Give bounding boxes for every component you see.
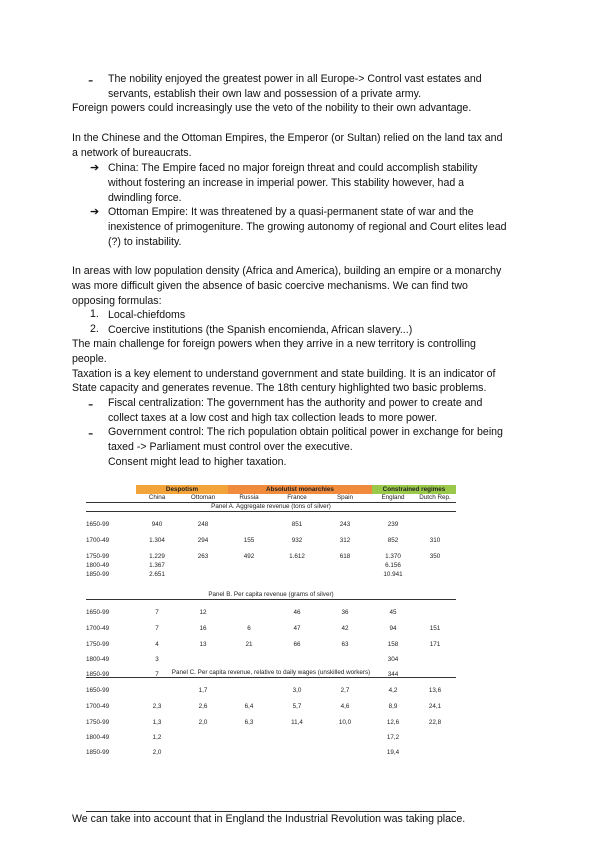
bullet-line: Ottoman Empire: It was threatened by a quasi-permanent state of war and the [108,206,474,218]
table-cell: 10,0 [338,719,352,726]
table-cell: 1.367 [149,562,165,569]
dash-marker: - [88,396,94,413]
table-cell: 151 [429,625,441,632]
table-cell: 6.156 [385,562,401,569]
row-year: 1700-49 [86,537,110,544]
table-cell: 2,0 [152,749,162,756]
table-cell: 22,8 [428,719,442,726]
revenue-table [86,485,456,815]
row-year: 1800-49 [86,656,110,663]
table-cell: 239 [387,521,399,528]
numbered-item [90,323,520,338]
panel-title: Panel B. Per capita revenue (grams of silver) [208,591,334,598]
table-cell: 171 [429,641,441,648]
bullet-line: The nobility enjoyed the greatest power in all Europe-> Control vast estates and [108,73,482,85]
group-header-despotism: Despotism [136,485,228,494]
table-cell: 6,3 [244,719,254,726]
table-cell: 1.612 [289,553,305,560]
table-cell: 12 [199,609,207,616]
table-cell: 7 [155,671,159,678]
table-cell: 1,7 [198,687,208,694]
numbered-text: Local-chiefdoms [108,309,186,321]
panel-title: Panel A. Aggregate revenue (tons of silver) [211,503,331,510]
bullet-line: taxed -> Parliament must control over the executive. [108,440,353,453]
dash-marker: - [88,72,94,89]
table-cell: 1,3 [152,719,162,726]
row-year: 1800-49 [86,734,110,741]
table-cell: 13,6 [428,687,442,694]
paragraph-line: opposing formulas: [72,294,162,307]
table-cell: 12,6 [386,719,400,726]
ottoman-bullet [90,205,528,249]
table-cell: 10.941 [383,571,403,578]
row-year: 1750-99 [86,641,110,648]
paragraph-line: Taxation is a key element to understand government and state building. It is an indicator of [72,367,496,380]
arrow-marker: ➔ [90,206,100,218]
table-cell: 6,4 [244,703,254,710]
table-cell: 294 [197,537,209,544]
bullet-line: dwindling force. [108,191,182,204]
column-header: Spain [336,494,354,501]
table-cell: 618 [339,553,351,560]
table-cell: 1.370 [385,553,401,560]
row-year: 1650-99 [86,609,110,616]
paragraph-line: people. [72,352,107,365]
table-cell: 94 [389,625,397,632]
paragraph-line: The main challenge for foreign powers when they arrive in a new territory is controlling [72,338,476,350]
fiscal-bullet [90,396,528,426]
table-cell: 263 [197,553,209,560]
table-cell: 4,2 [388,687,398,694]
numbered-text: Coercive institutions (the Spanish encomienda, African slavery...) [108,324,413,336]
table-cell: 19,4 [386,749,400,756]
table-cell: 3 [155,656,159,663]
table-cell: 243 [339,521,351,528]
paragraph-line: In areas with low population density (Africa and America), building an empire or a monarchy [72,265,502,277]
column-header: France [287,494,307,501]
numbered-item [90,308,520,323]
table-cell: 5,7 [292,703,302,710]
column-header: Dutch Rep. [419,494,451,501]
table-cell: 350 [429,553,441,560]
bullet-line: inexistence of primogeniture. The growing autonomy of regional and Court elites lead [108,220,507,233]
table-cell: 4,6 [340,703,350,710]
column-header: China [148,494,166,501]
paragraph-line: State capacity and generates revenue. The 18th century highlighted two basic problems. [72,382,487,395]
table-cell: 940 [151,521,163,528]
table-cell: 42 [341,625,349,632]
table-cell: 1.304 [149,537,165,544]
table-cell: 1,2 [152,734,162,741]
row-year: 1700-49 [86,703,110,710]
paragraph: Foreign powers could increasingly use the veto of the nobility to their own advantage. [72,102,472,114]
row-year: 1650-99 [86,521,110,528]
row-year: 1850-99 [86,749,110,756]
paragraph-line: was more difficult given the absence of basic coercive mechanisms. We can find two [72,279,468,292]
government-bullet [90,425,528,469]
table-cell: 310 [429,537,441,544]
column-header: England [381,494,405,501]
table-cell: 21 [245,641,253,648]
table-cell: 3,0 [292,687,302,694]
row-year: 1850-99 [86,571,110,578]
bullet-line: collect taxes at a low cost and high tax collection leads to more power. [108,411,438,424]
table-cell: 11,4 [291,719,303,726]
table-cell: 6 [247,625,251,632]
table-cell: 344 [387,671,399,678]
table-cell: 155 [243,537,255,544]
bullet-line: (?) to instability. [108,235,182,248]
number-marker: 1. [90,308,99,320]
nobility-bullet [90,72,528,102]
table-cell: 2,3 [152,703,162,710]
bullet-line: Government control: The rich population obtain political power in exchange for being [108,426,503,438]
table-cell: 63 [341,641,349,648]
number-marker: 2. [90,323,99,335]
table-cell: 66 [293,641,301,648]
table-cell: 4 [155,641,159,648]
bullet-line: servants, establish their own law and possession of a private army. [108,87,422,100]
table-cell: 2,0 [198,719,208,726]
bullet-line: Fiscal centralization: The government has the authority and power to create and [108,397,483,409]
row-year: 1650-99 [86,687,110,694]
column-header: Russia [239,494,259,501]
table-cell: 248 [197,521,209,528]
table-cell: 47 [293,625,301,632]
group-header-constrained: Constrained regimes [372,485,456,494]
table-rule [86,511,456,512]
bullet-line: China: The Empire faced no major foreign threat and could accomplish stability [108,162,478,174]
group-header-absolutist: Absolutist monarchies [228,485,372,494]
row-year: 1750-99 [86,553,110,560]
table-cell: 2,7 [340,687,350,694]
dash-marker: - [88,425,94,442]
paragraph-line: a network of bureaucrats. [72,146,192,159]
table-cell: 8,9 [388,703,398,710]
table-cell: 16 [199,625,207,632]
table-cell: 7 [155,609,159,616]
table-cell: 2.651 [149,571,165,578]
row-year: 1850-99 [86,671,110,678]
column-header: Ottoman [190,494,216,501]
row-year: 1800-49 [86,562,110,569]
row-year: 1750-99 [86,719,110,726]
table-cell: 7 [155,625,159,632]
table-cell: 13 [199,641,207,648]
paragraph-line: In the Chinese and the Ottoman Empires, the Emperor (or Sultan) relied on the land tax and [72,132,503,144]
closing-paragraph: We can take into account that in England the Industrial Revolution was taking place. [72,813,466,825]
arrow-marker: ➔ [90,162,100,174]
table-cell: 158 [387,641,399,648]
table-cell: 24,1 [428,703,442,710]
table-cell: 1.229 [149,553,165,560]
table-cell: 36 [341,609,349,616]
table-cell: 17,2 [386,734,400,741]
table-cell: 46 [293,609,301,616]
table-cell: 932 [291,537,303,544]
table-cell: 851 [291,521,303,528]
table-cell: 852 [387,537,399,544]
row-year: 1700-49 [86,625,110,632]
table-cell: 312 [339,537,351,544]
panel-title: Panel C. Per capita revenue, relative to daily wages (unskilled workers) [171,669,371,676]
table-cell: 492 [243,553,255,560]
table-cell: 45 [389,609,397,616]
table-rule [86,599,456,600]
table-rule [86,677,456,678]
bullet-line: without fostering an increase in imperial power. This stability however, had a [108,176,465,189]
table-cell: 2,6 [198,703,208,710]
bullet-line: Consent might lead to higher taxation. [108,455,287,468]
china-bullet [90,161,528,205]
table-cell: 304 [387,656,399,663]
